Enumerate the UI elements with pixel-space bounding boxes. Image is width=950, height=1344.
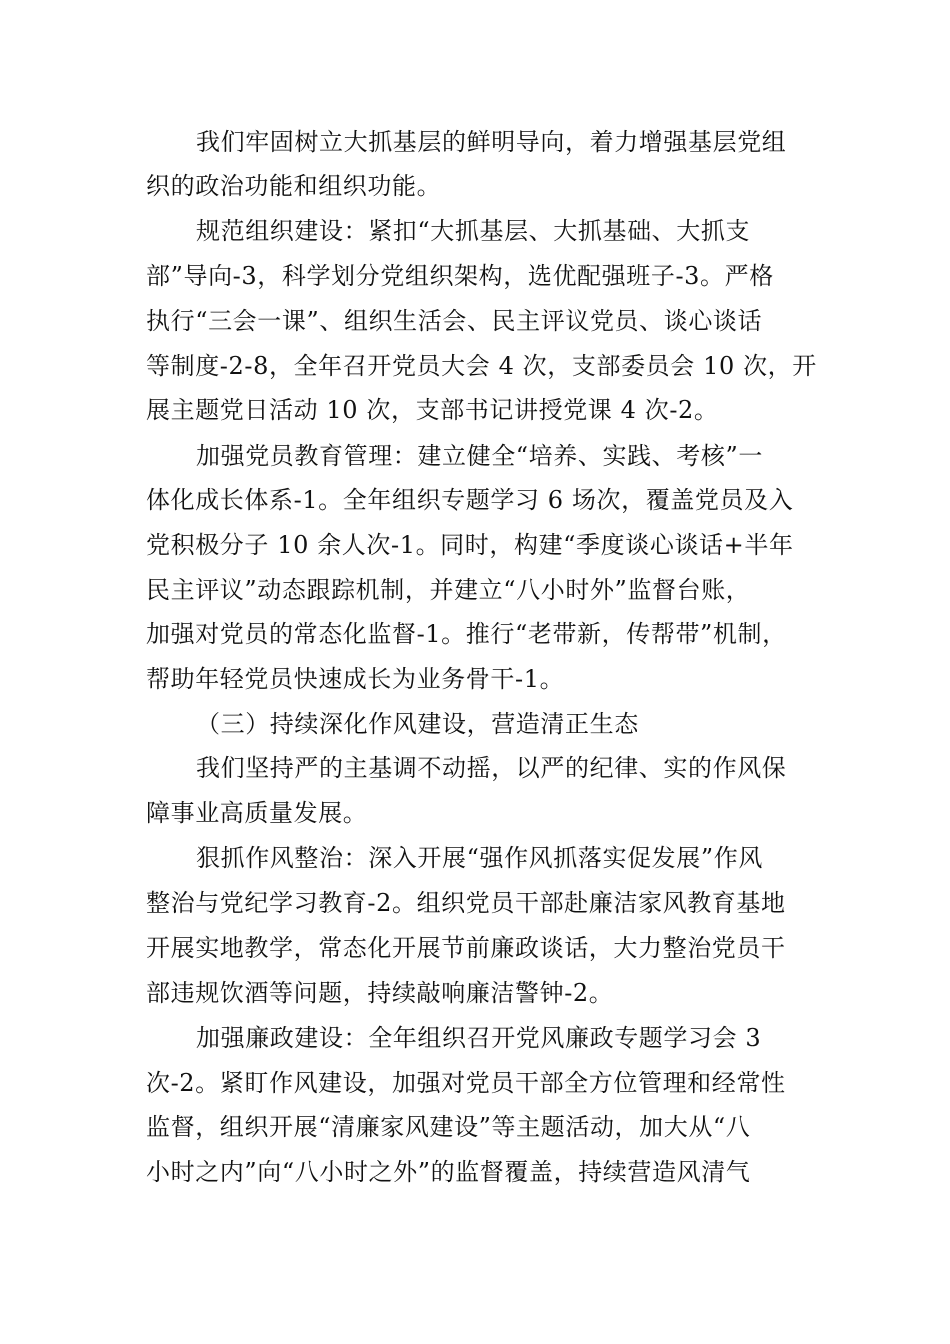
paragraph-3-line-6: 帮助年轻党员快速成长为业务骨干-1。 [146,665,565,693]
paragraph-5-line-1: 狠抓作风整治：深入开展“强作风抓落实促发展”作风 [196,844,763,872]
paragraph-3-line-5: 加强对党员的常态化监督-1。推行“老带新，传帮带”机制， [146,620,787,648]
paragraph-6-line-4: 小时之内”向“八小时之外”的监督覆盖，持续营造风清气 [146,1158,751,1186]
paragraph-5-line-3: 开展实地教学，常态化开展节前廉政谈话，大力整治党员干 [146,934,786,962]
paragraph-3-line-2: 体化成长体系-1。全年组织专题学习 6 场次，覆盖党员及入 [146,486,794,514]
section-heading: （三）持续深化作风建设，营造清正生态 [196,710,639,738]
paragraph-2-line-1: 规范组织建设：紧扣“大抓基层、大抓基础、大抓支 [196,217,751,245]
paragraph-2-line-3: 执行“三会一课”、组织生活会、民主评议党员、谈心谈话 [146,307,763,335]
paragraph-6-line-2: 次-2。紧盯作风建设，加强对党员干部全方位管理和经常性 [146,1069,786,1097]
paragraph-2-line-2: 部”导向-3，科学划分党组织架构，选优配强班子-3。严格 [146,262,774,290]
paragraph-6-line-3: 监督，组织开展“清廉家风建设”等主题活动，加大从“八 [146,1113,751,1141]
paragraph-6-line-1: 加强廉政建设：全年组织召开党风廉政专题学习会 3 [196,1024,762,1052]
paragraph-2-line-5: 展主题党日活动 10 次，支部书记讲授党课 4 次-2。 [146,396,719,424]
paragraph-5-line-2: 整治与党纪学习教育-2。组织党员干部赴廉洁家风教育基地 [146,889,786,917]
paragraph-2-line-4: 等制度-2-8，全年召开党员大会 4 次，支部委员会 10 次，开 [146,352,817,380]
paragraph-4-line-2: 障事业高质量发展。 [146,799,368,827]
paragraph-3-line-4: 民主评议”动态跟踪机制，并建立“八小时外”监督台账， [146,576,751,604]
paragraph-3-line-3: 党积极分子 10 余人次-1。同时，构建“季度谈心谈话+半年 [146,531,794,559]
paragraph-1-line-2: 织的政治功能和组织功能。 [146,172,442,200]
paragraph-5-line-4: 部违规饮酒等问题，持续敲响廉洁警钟-2。 [146,979,614,1007]
paragraph-3-line-1: 加强党员教育管理：建立健全“培养、实践、考核”一 [196,442,763,470]
paragraph-4-line-1: 我们坚持严的主基调不动摇，以严的纪律、实的作风保 [196,754,787,782]
paragraph-1-line-1: 我们牢固树立大抓基层的鲜明导向，着力增强基层党组 [196,128,787,156]
